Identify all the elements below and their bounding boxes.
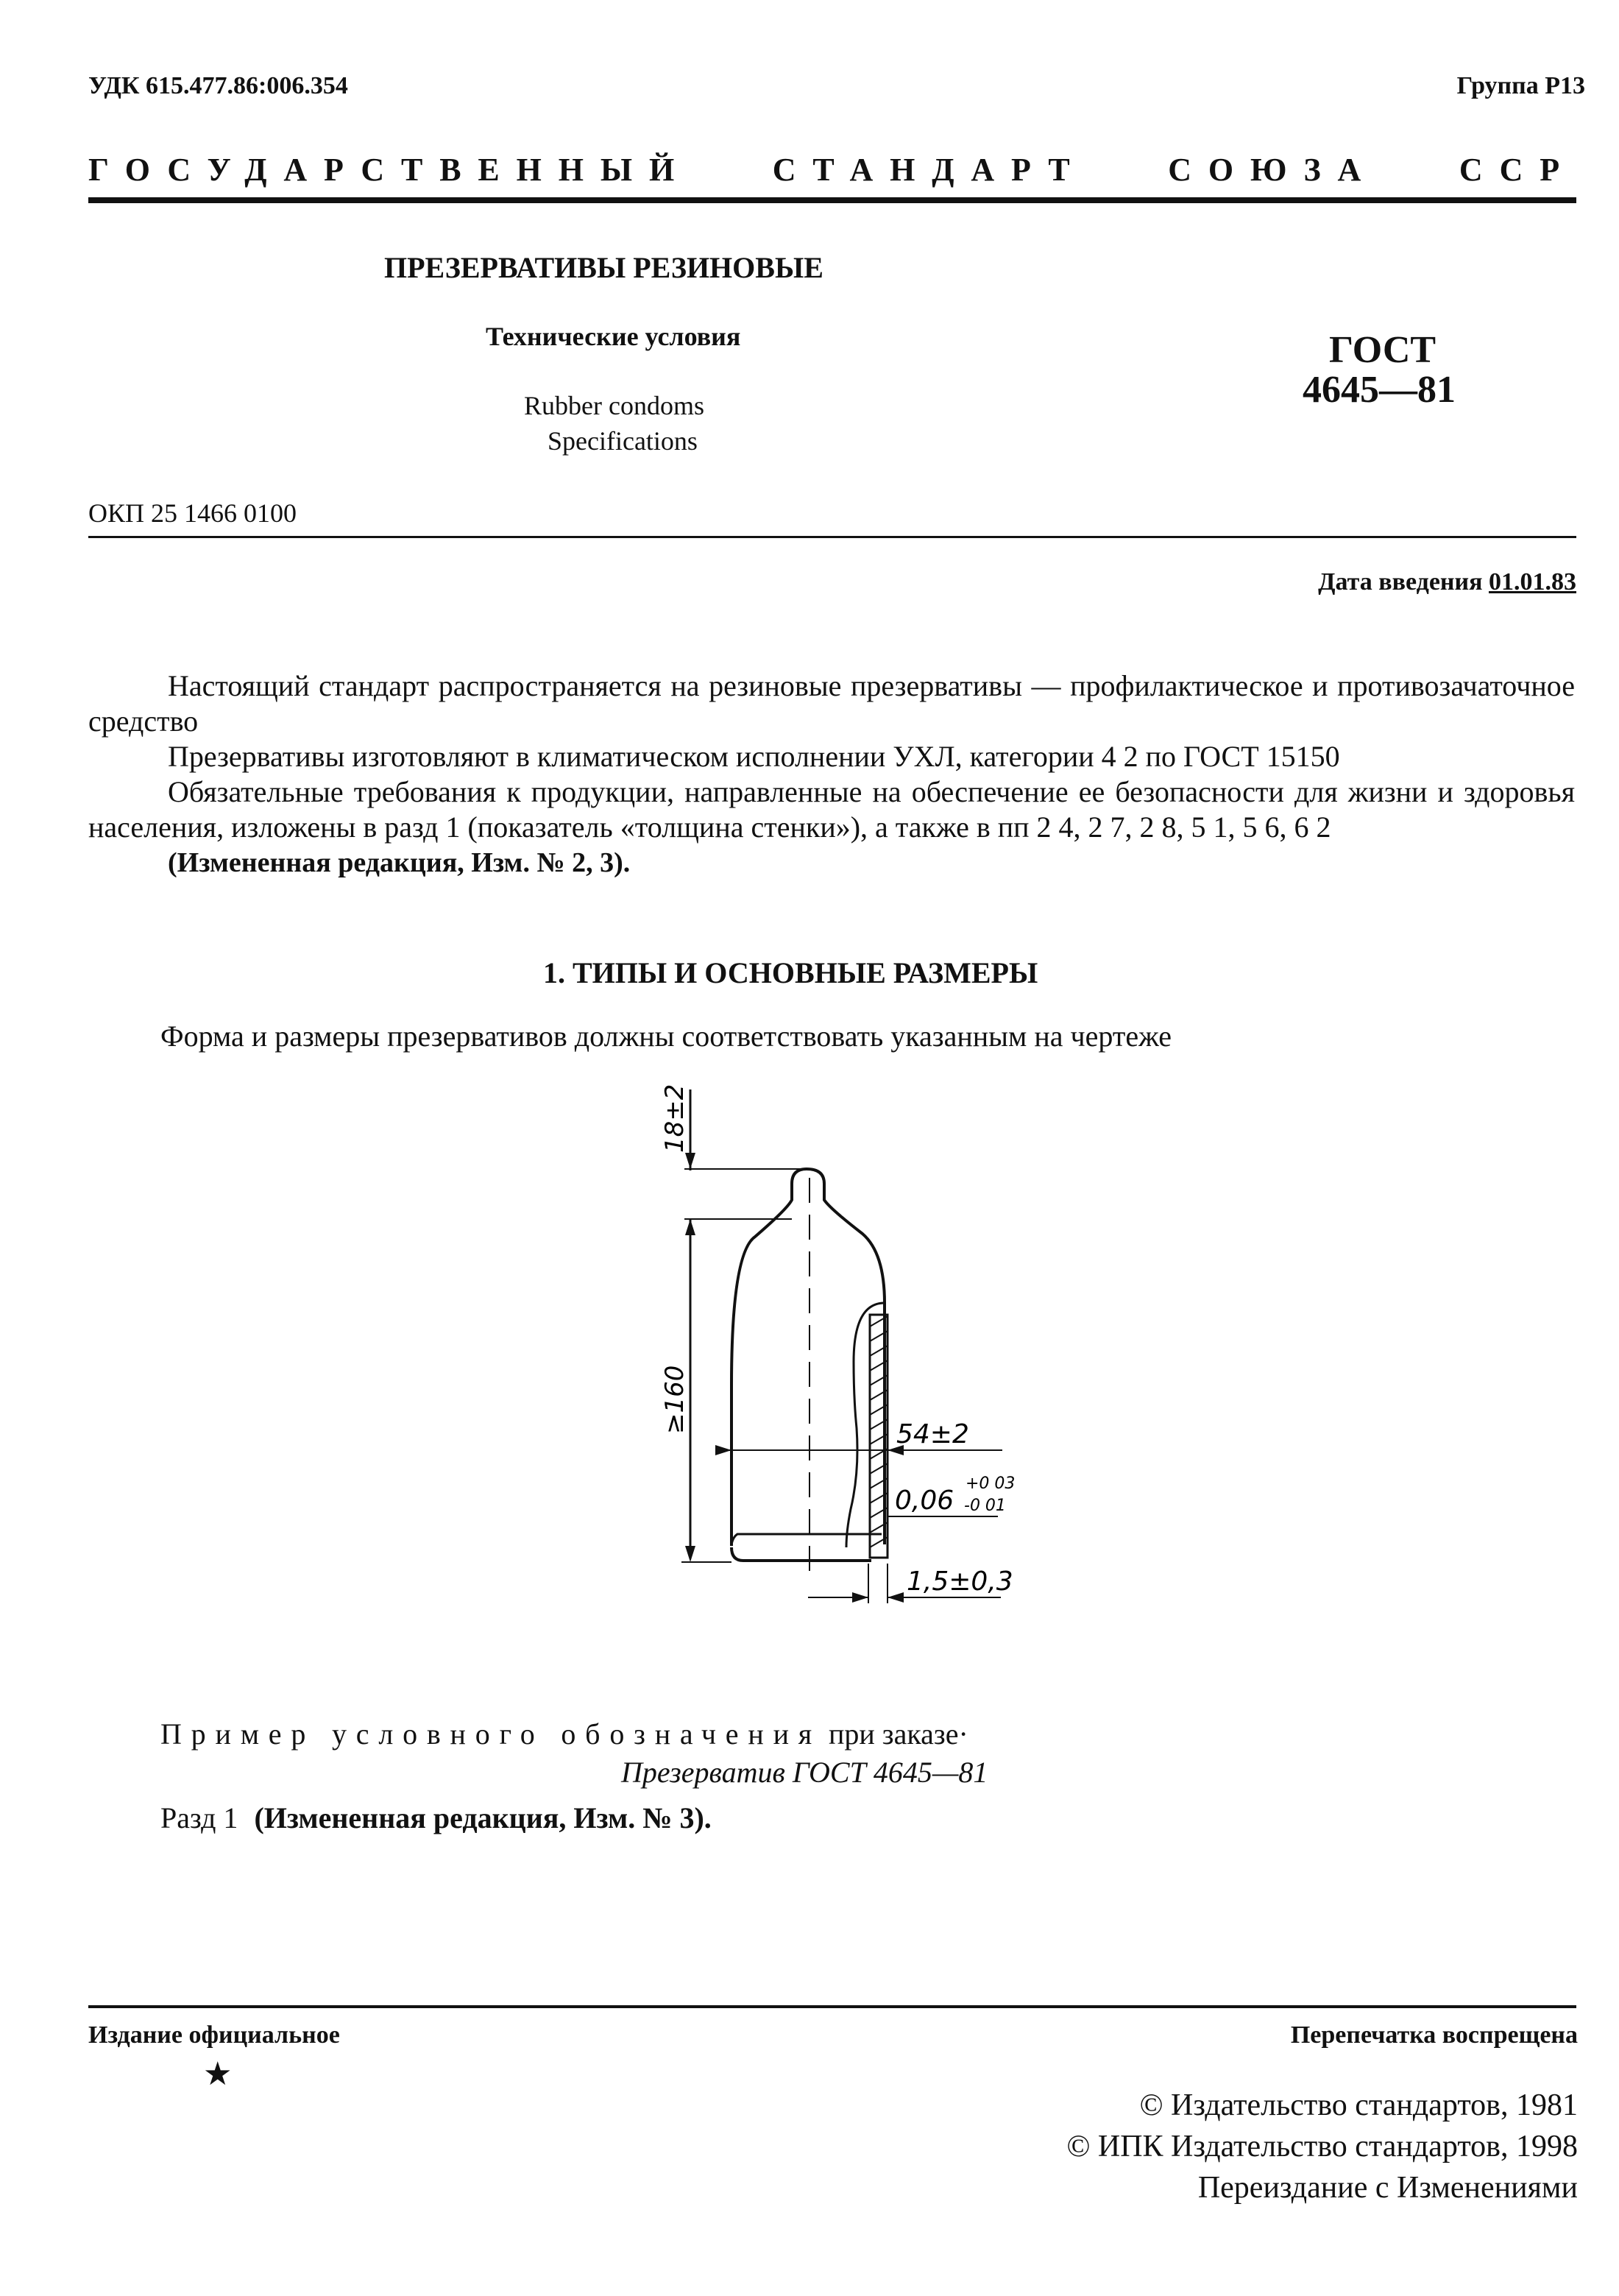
rim-bottom	[731, 1547, 871, 1561]
okp-code: ОКП 25 1466 0100	[88, 498, 297, 528]
document-subtitle: Технические условия	[486, 322, 741, 351]
star-mark: ★	[203, 2056, 233, 2092]
intro-paragraph-1: Настоящий стандарт распространяется на резиновые презервативы — профилактическое и противозачаточное средство	[88, 669, 1575, 738]
section-amendment-prefix: Разд 1	[160, 1801, 238, 1834]
official-edition: Издание официальное	[88, 2021, 340, 2049]
gost-label: ГОСТ	[1329, 329, 1436, 371]
condom-drawing	[633, 1082, 1045, 1686]
intro-paragraph-3: Обязательные требования к продукции, направленные на обеспечение ее безопасности для жизни и здоровья населения, изложены в разд 1 (показатель «толщина стенки»), а также в пп 2 4, 2 7, 2 8, 5 1, 5 6, 6 2	[88, 775, 1575, 844]
document-title: ПРЕЗЕРВАТИВЫ РЕЗИНОВЫЕ	[384, 251, 823, 284]
section-heading: 1. ТИПЫ И ОСНОВНЫЕ РАЗМЕРЫ	[543, 956, 1038, 989]
example-label: Пример условного обозначения	[160, 1717, 821, 1751]
standard-banner: ГОСУДАРСТВЕННЫЙ СТАНДАРТ СОЮЗА ССР	[88, 152, 1576, 188]
title-rule	[88, 536, 1576, 538]
dim-width-label: 54±2	[896, 1419, 969, 1449]
intro-amendment-note: (Измененная редакция, Изм. № 2, 3).	[168, 847, 631, 878]
section-amendment	[160, 1801, 712, 1835]
english-title: Rubber condoms	[524, 391, 704, 420]
introduction	[88, 668, 1575, 880]
group-code: Группа Р13	[1456, 72, 1585, 99]
dim-thickness-plus: +0 03	[966, 1474, 1016, 1493]
effective-date-label: Дата введения	[1318, 568, 1483, 596]
dim-rim-label: 1,5±0,3	[907, 1566, 1013, 1597]
section-text: Форма и размеры презервативов должны соответствовать указанным на чертеже	[160, 1020, 1172, 1053]
section-amendment-note: (Измененная редакция, Изм. № 3).	[254, 1801, 712, 1834]
banner-rule	[88, 197, 1576, 203]
udk-code: УДК 615.477.86:006.354	[88, 72, 348, 99]
rim	[731, 1534, 882, 1544]
dim-thickness-minus: -0 01	[964, 1497, 1006, 1515]
copyright-1998: © ИПК Издательство стандартов, 1998	[1066, 2130, 1578, 2163]
effective-date-value: 01.01.83	[1489, 568, 1576, 596]
example-label-tail: при заказе·	[828, 1717, 968, 1751]
example-line	[160, 1717, 968, 1751]
reprint-notice: Перепечатка воспрещена	[1290, 2021, 1578, 2049]
dim-thickness-label: 0,06	[895, 1486, 954, 1516]
english-subtitle: Specifications	[548, 426, 698, 456]
footer-rule	[88, 2005, 1576, 2008]
dim-top-label: 18±2	[660, 1084, 690, 1153]
reissue-note: Переиздание с Изменениями	[1197, 2171, 1578, 2205]
gost-number: 4645—81	[1303, 369, 1456, 411]
outer-contour	[731, 1169, 885, 1546]
example-designation: Презерватив ГОСТ 4645—81	[621, 1756, 988, 1789]
copyright-1981: © Издательство стандартов, 1981	[1139, 2088, 1578, 2122]
intro-paragraph-2: Презервативы изготовляют в климатическом исполнении УХЛ, категории 4 2 по ГОСТ 15150	[168, 740, 1340, 773]
dim-length-label: ≥160	[660, 1365, 690, 1434]
effective-date	[1318, 568, 1576, 596]
